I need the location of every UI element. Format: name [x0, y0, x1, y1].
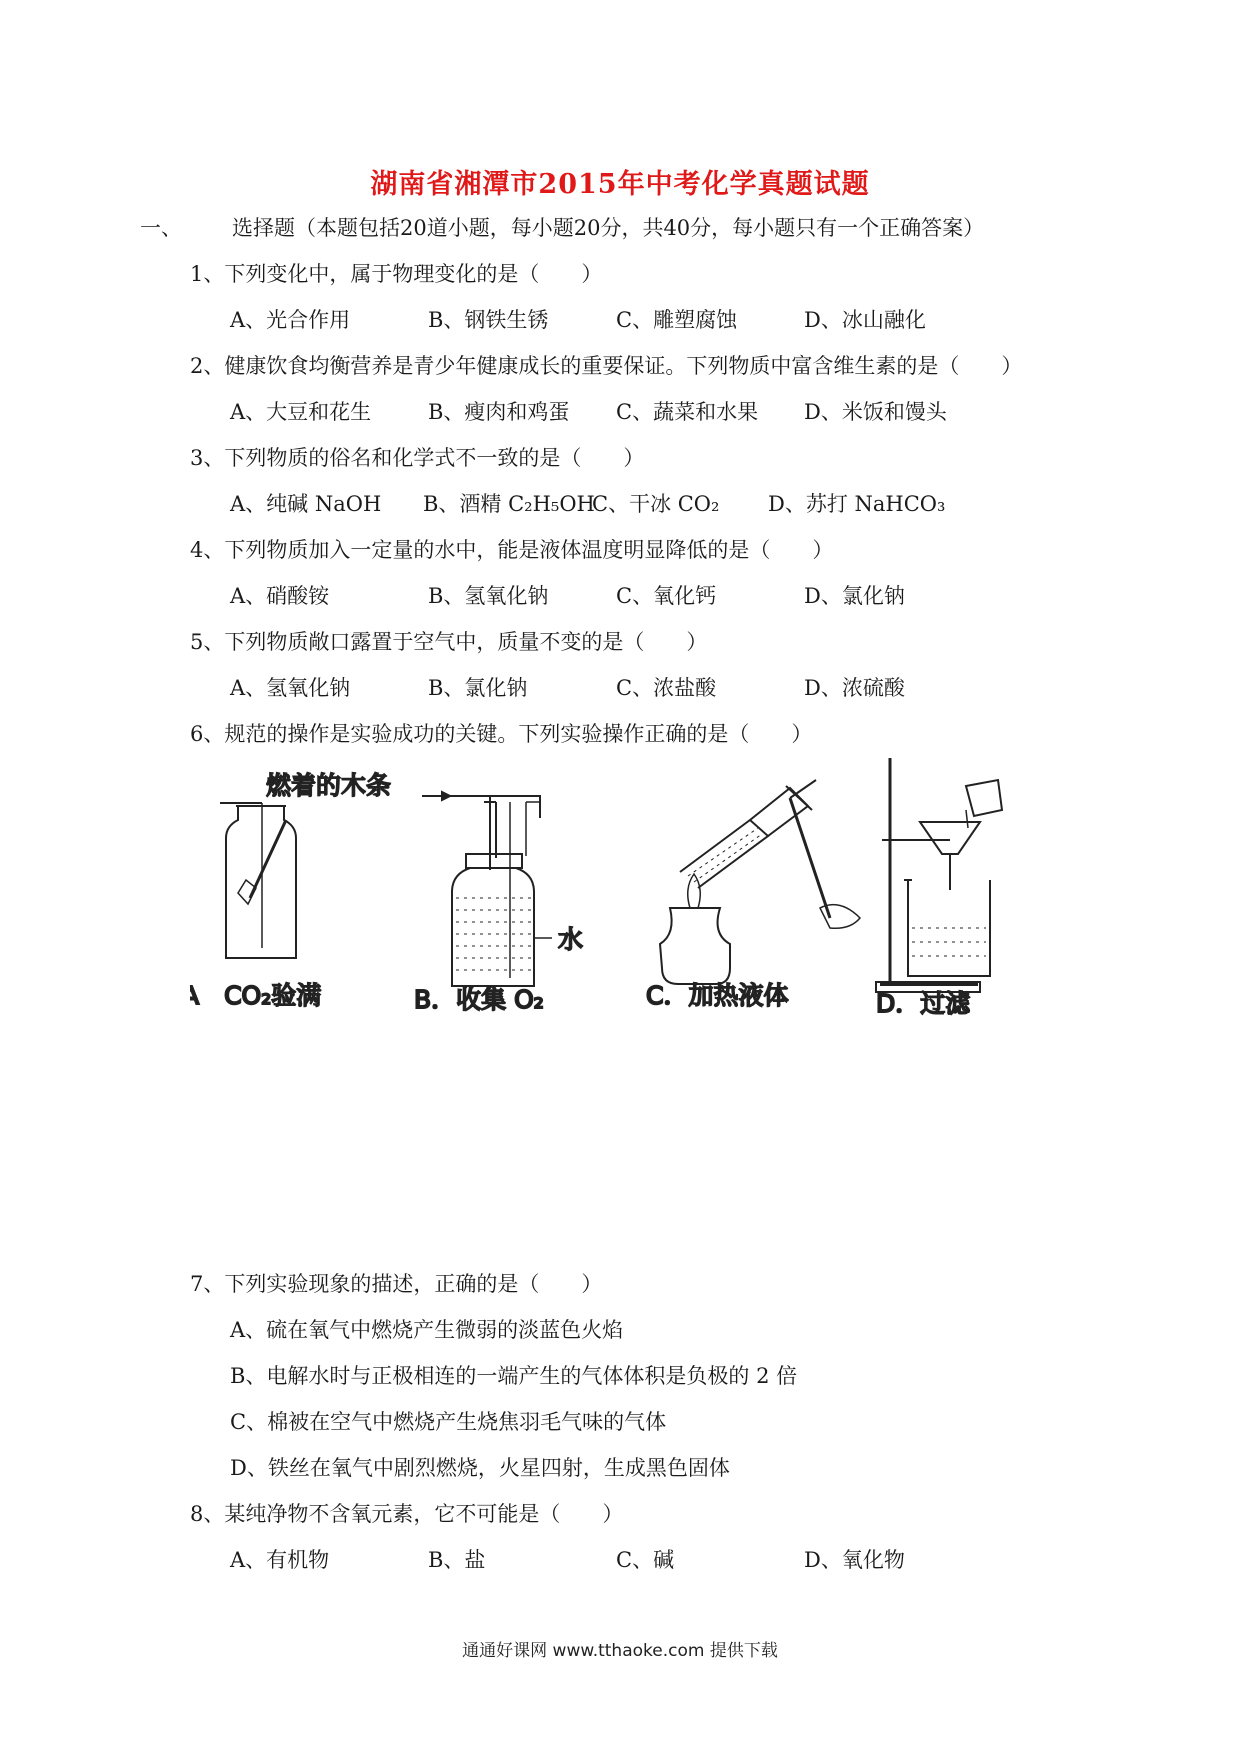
- option: B、酒精 C₂H₅OH: [423, 492, 595, 516]
- lab-operations-figure: [190, 758, 1110, 1020]
- question-stem: 4、下列物质加入一定量的水中，能是液体温度明显降低的是（ ）: [190, 538, 834, 562]
- caption-b: B．收集 O₂: [414, 985, 544, 1014]
- co2-check-apparatus: [220, 803, 296, 958]
- option: B、瘦肉和鸡蛋: [428, 400, 570, 424]
- question-stem: 2、健康饮食均衡营养是青少年健康成长的重要保证。下列物质中富含维生素的是（ ）: [190, 354, 1023, 378]
- footer-text: 通通好课网 www.tthaoke.com 提供下载: [462, 1641, 778, 1661]
- option: D、米饭和馒头: [804, 400, 947, 424]
- splint-label: 燃着的木条: [266, 771, 392, 800]
- gas-collection-apparatus: [422, 792, 552, 986]
- question-stem: 1、下列变化中，属于物理变化的是（ ）: [190, 262, 603, 286]
- water-label: 水: [558, 925, 584, 954]
- option: B、钢铁生锈: [428, 308, 549, 332]
- option: B、氢氧化钠: [428, 584, 549, 608]
- option: A、纯碱 NaOH: [230, 492, 382, 516]
- caption-a: A CO₂验满: [190, 981, 322, 1010]
- option: A、有机物: [230, 1548, 330, 1572]
- option: D、氯化钠: [804, 584, 905, 608]
- caption-c: C．加热液体: [646, 981, 789, 1010]
- option: D、冰山融化: [804, 308, 926, 332]
- page-title: 湖南省湘潭市2015年中考化学真题试题: [370, 169, 870, 200]
- section-heading: [140, 212, 984, 242]
- question-stem: 3、下列物质的俗名和化学式不一致的是（ ）: [190, 446, 645, 470]
- option: C、蔬菜和水果: [616, 400, 759, 424]
- option: A、硝酸铵: [230, 584, 330, 608]
- option: B、盐: [428, 1548, 486, 1572]
- heating-liquid-apparatus: [660, 780, 860, 984]
- option: C、雕塑腐蚀: [616, 308, 738, 332]
- option: A、硫在氧气中燃烧产生微弱的淡蓝色火焰: [230, 1318, 624, 1342]
- option: C、干冰 CO₂: [592, 492, 720, 516]
- option: D、铁丝在氧气中剧烈燃烧，火星四射，生成黑色固体: [230, 1456, 730, 1480]
- option: D、浓硫酸: [804, 676, 905, 700]
- question-stem: 8、某纯净物不含氧元素，它不可能是（ ）: [190, 1502, 624, 1526]
- option: A、光合作用: [230, 308, 351, 332]
- option: A、氢氧化钠: [230, 676, 351, 700]
- filtration-apparatus: [876, 758, 1002, 992]
- section-text: 选择题（本题包括20道小题，每小题20分，共40分，每小题只有一个正确答案）: [232, 216, 985, 240]
- option: B、电解水时与正极相连的一端产生的气体体积是负极的 2 倍: [230, 1364, 798, 1388]
- option: A、大豆和花生: [230, 400, 372, 424]
- option: C、浓盐酸: [616, 676, 717, 700]
- question-stem: 5、下列物质敞口露置于空气中，质量不变的是（ ）: [190, 630, 708, 654]
- option: C、氧化钙: [616, 584, 717, 608]
- option: D、氧化物: [804, 1548, 905, 1572]
- option: D、苏打 NaHCO₃: [768, 492, 946, 516]
- option: C、棉被在空气中燃烧产生烧焦羽毛气味的气体: [230, 1410, 667, 1434]
- option: C、碱: [616, 1548, 675, 1572]
- question-stem: 7、下列实验现象的描述，正确的是（ ）: [190, 1272, 603, 1296]
- question-stem: 6、规范的操作是实验成功的关键。下列实验操作正确的是（ ）: [190, 722, 813, 746]
- section-number: 一、: [140, 216, 182, 240]
- option: B、氯化钠: [428, 676, 528, 700]
- caption-d: D．过滤: [876, 989, 971, 1018]
